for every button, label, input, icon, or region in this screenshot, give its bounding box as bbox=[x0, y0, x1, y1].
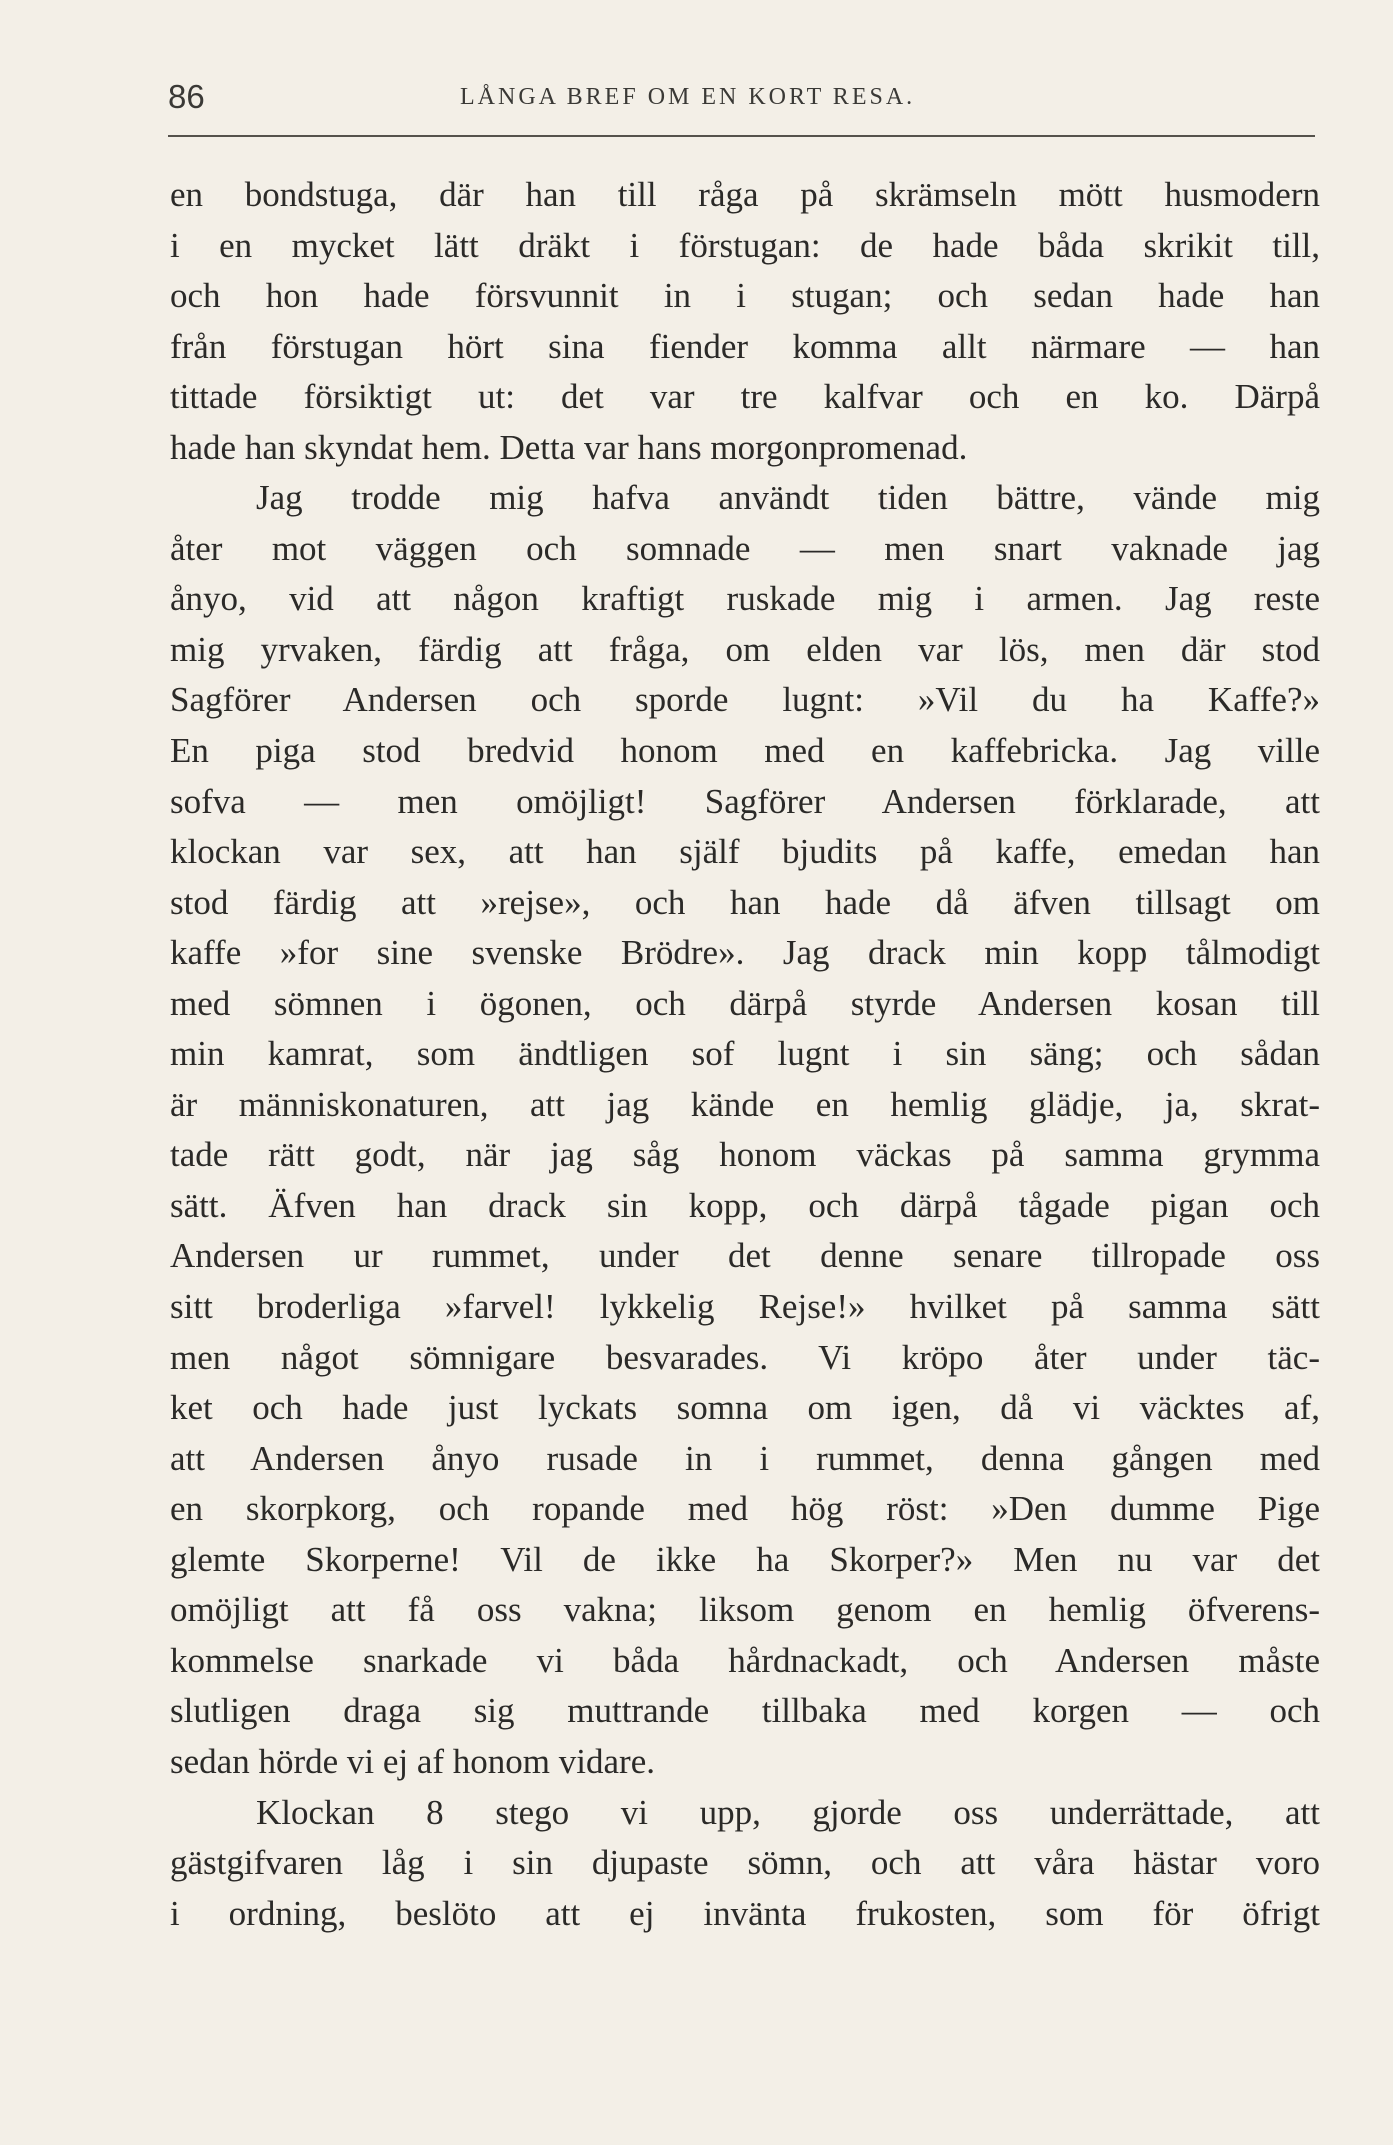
text-line: omöjligt att få oss vakna; liksom genom en hemlig öfverens- bbox=[170, 1590, 1320, 1630]
text-line: min kamrat, som ändtligen sof lugnt i sin säng; och sådan bbox=[170, 1034, 1320, 1074]
text-line: klockan var sex, att han själf bjudits på kaffe, emedan han bbox=[170, 832, 1320, 872]
text-line: sitt broderliga »farvel! lykkelig Rejse!» hvilket på samma sätt bbox=[170, 1287, 1320, 1327]
text-line: stod färdig att »rejse», och han hade då äfven tillsagt om bbox=[170, 882, 1320, 922]
text-line: glemte Skorperne! Vil de ikke ha Skorper?» Men nu var det bbox=[170, 1539, 1320, 1579]
text-line: åter mot väggen och somnade — men snart vaknade jag bbox=[170, 528, 1320, 568]
header-rule bbox=[168, 135, 1315, 137]
text-line: från förstugan hört sina fiender komma allt närmare — han bbox=[170, 326, 1320, 366]
text-line: ånyo, vid att någon kraftigt ruskade mig i armen. Jag reste bbox=[170, 579, 1320, 619]
text-line: att Andersen ånyo rusade in i rummet, denna gången med bbox=[170, 1438, 1320, 1478]
text-line: Sagförer Andersen och sporde lugnt: »Vil du ha Kaffe?» bbox=[170, 680, 1320, 720]
text-line: i en mycket lätt dräkt i förstugan: de hade båda skrikit till, bbox=[170, 225, 1320, 265]
text-line: kommelse snarkade vi båda hårdnackadt, och Andersen måste bbox=[170, 1640, 1320, 1680]
text-line: en bondstuga, där han till råga på skrämseln mött husmodern bbox=[170, 175, 1320, 214]
text-line: med sömnen i ögonen, och därpå styrde Andersen kosan till bbox=[170, 983, 1320, 1023]
text-line: men något sömnigare besvarades. Vi kröpo åter under täc- bbox=[170, 1337, 1320, 1377]
text-line: och hon hade försvunnit in i stugan; och sedan hade han bbox=[170, 276, 1320, 316]
text-line: Klockan 8 stego vi upp, gjorde oss underrättade, att bbox=[256, 1792, 1320, 1832]
text-line: gästgifvaren låg i sin djupaste sömn, och att våra hästar voro bbox=[170, 1843, 1320, 1883]
text-line: En piga stod bredvid honom med en kaffebricka. Jag ville bbox=[170, 731, 1320, 771]
text-line: sofva — men omöjligt! Sagförer Andersen förklarade, att bbox=[170, 781, 1320, 821]
text-line: sedan hörde vi ej af honom vidare. bbox=[170, 1741, 655, 1781]
text-line: kaffe »for sine svenske Brödre». Jag drack min kopp tålmodigt bbox=[170, 933, 1320, 973]
text-line: sätt. Äfven han drack sin kopp, och därpå tågade pigan och bbox=[170, 1185, 1320, 1225]
text-line: slutligen draga sig muttrande tillbaka med korgen — och bbox=[170, 1691, 1320, 1731]
text-line: ket och hade just lyckats somna om igen, då vi väcktes af, bbox=[170, 1388, 1320, 1428]
body-text bbox=[170, 170, 1320, 1939]
text-line: Jag trodde mig hafva användt tiden bättre, vände mig bbox=[256, 478, 1320, 518]
text-line: tade rätt godt, när jag såg honom väckas på samma grymma bbox=[170, 1135, 1320, 1175]
page-header bbox=[168, 78, 1313, 128]
text-line: hade han skyndat hem. Detta var hans morgonpromenad. bbox=[170, 427, 968, 467]
text-line: Andersen ur rummet, under det denne senare tillropade oss bbox=[170, 1236, 1320, 1276]
text-line: är människonaturen, att jag kände en hemlig glädje, ja, skrat- bbox=[170, 1084, 1320, 1124]
page-number: 86 bbox=[168, 78, 205, 115]
text-line: en skorpkorg, och ropande med hög röst: »Den dumme Pige bbox=[170, 1489, 1320, 1529]
text-line: tittade försiktigt ut: det var tre kalfvar och en ko. Därpå bbox=[170, 377, 1320, 417]
running-title: LÅNGA BREF OM EN KORT RESA. bbox=[460, 84, 916, 110]
text-line: i ordning, beslöto att ej invänta frukosten, som för öfrigt bbox=[170, 1893, 1320, 1933]
text-line: mig yrvaken, färdig att fråga, om elden var lös, men där stod bbox=[170, 629, 1320, 669]
